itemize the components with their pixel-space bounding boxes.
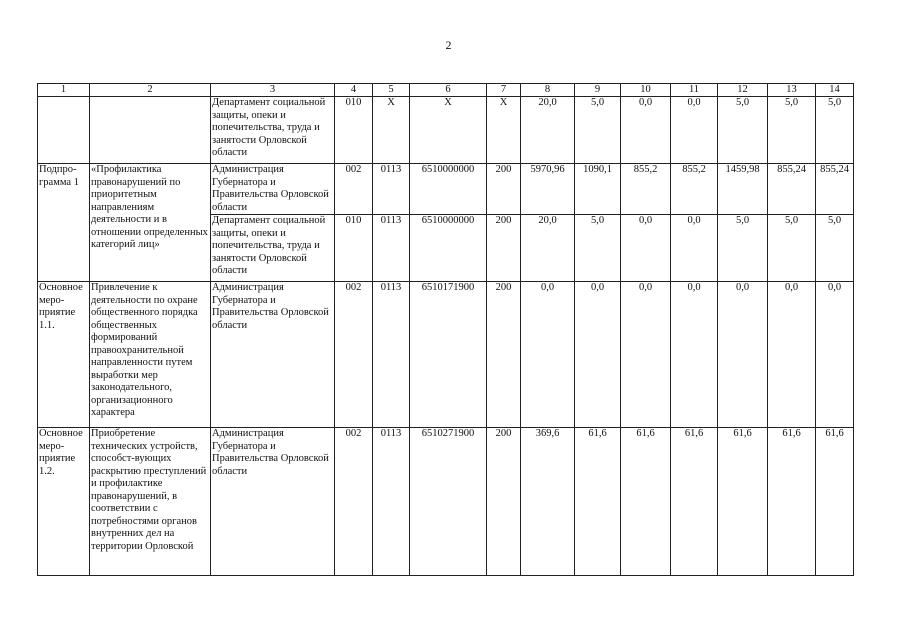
value-cell: 5,0 — [816, 215, 854, 282]
value-cell: 0,0 — [621, 97, 671, 164]
code-cell: 6510000000 — [410, 215, 487, 282]
value-cell: 20,0 — [521, 97, 575, 164]
value-cell: 5,0 — [768, 215, 816, 282]
value-cell: 61,6 — [621, 428, 671, 576]
value-cell: 5,0 — [575, 97, 621, 164]
row-label-cell — [38, 97, 90, 164]
page-number: 2 — [445, 38, 452, 52]
value-cell: 1459,98 — [718, 164, 768, 215]
value-cell: 855,2 — [621, 164, 671, 215]
value-cell: 0,0 — [671, 97, 718, 164]
column-header: 10 — [621, 84, 671, 97]
executor-cell: Администрация Губернатора и Правительства Орловской области — [211, 282, 335, 428]
code-cell: Х — [373, 97, 410, 164]
column-header: 5 — [373, 84, 410, 97]
column-header: 3 — [211, 84, 335, 97]
value-cell: 0,0 — [575, 282, 621, 428]
code-cell: Х — [410, 97, 487, 164]
row-label-cell: Подпро-грамма 1 — [38, 164, 90, 282]
value-cell: 5,0 — [768, 97, 816, 164]
column-header: 1 — [38, 84, 90, 97]
value-cell: 855,2 — [671, 164, 718, 215]
activity-name-cell: Приобретение технических устройств, способст-вующих раскрытию преступлений и профилактике правонарушений, в соответствии с потребностями органов внутренних дел на территории Орловской — [90, 428, 211, 576]
value-cell: 0,0 — [671, 215, 718, 282]
code-cell: 010 — [335, 215, 373, 282]
code-cell: 6510000000 — [410, 164, 487, 215]
activity-name-cell: «Профилактика правонарушений по приоритетным направлениям деятельности и в отношении определенных категорий лиц» — [90, 164, 211, 282]
value-cell: 5,0 — [718, 97, 768, 164]
code-cell: 6510171900 — [410, 282, 487, 428]
code-cell: 200 — [487, 164, 521, 215]
value-cell: 855,24 — [768, 164, 816, 215]
value-cell: 0,0 — [521, 282, 575, 428]
column-header: 9 — [575, 84, 621, 97]
code-cell: 0113 — [373, 215, 410, 282]
value-cell: 369,6 — [521, 428, 575, 576]
value-cell: 855,24 — [816, 164, 854, 215]
column-header: 13 — [768, 84, 816, 97]
value-cell: 61,6 — [671, 428, 718, 576]
value-cell: 5,0 — [816, 97, 854, 164]
value-cell: 0,0 — [621, 282, 671, 428]
value-cell: 0,0 — [718, 282, 768, 428]
budget-table — [37, 83, 854, 576]
table-header-row — [38, 84, 854, 97]
column-header: 2 — [90, 84, 211, 97]
table-row — [38, 97, 854, 164]
code-cell: 002 — [335, 282, 373, 428]
value-cell: 20,0 — [521, 215, 575, 282]
column-header: 4 — [335, 84, 373, 97]
code-cell: 200 — [487, 215, 521, 282]
activity-name-cell: Привлечение к деятельности по охране общественного порядка общественных формирований правоохранительной направленности путем выработки мер законодательного, организационного характера — [90, 282, 211, 428]
value-cell: 61,6 — [575, 428, 621, 576]
code-cell: 200 — [487, 428, 521, 576]
code-cell: 0113 — [373, 164, 410, 215]
table-row — [38, 282, 854, 428]
code-cell: 002 — [335, 428, 373, 576]
value-cell: 0,0 — [671, 282, 718, 428]
value-cell: 5,0 — [718, 215, 768, 282]
column-header: 8 — [521, 84, 575, 97]
executor-cell: Администрация Губернатора и Правительства Орловской области — [211, 428, 335, 576]
code-cell: 6510271900 — [410, 428, 487, 576]
code-cell: 002 — [335, 164, 373, 215]
value-cell: 61,6 — [816, 428, 854, 576]
code-cell: 0113 — [373, 282, 410, 428]
activity-name-cell — [90, 97, 211, 164]
value-cell: 61,6 — [768, 428, 816, 576]
executor-cell: Департамент социальной защиты, опеки и попечительства, труда и занятости Орловской области — [211, 97, 335, 164]
code-cell: Х — [487, 97, 521, 164]
value-cell: 61,6 — [718, 428, 768, 576]
value-cell: 5,0 — [575, 215, 621, 282]
code-cell: 200 — [487, 282, 521, 428]
column-header: 6 — [410, 84, 487, 97]
column-header: 7 — [487, 84, 521, 97]
table-row — [38, 164, 854, 215]
value-cell: 1090,1 — [575, 164, 621, 215]
value-cell: 0,0 — [768, 282, 816, 428]
value-cell: 5970,96 — [521, 164, 575, 215]
value-cell: 0,0 — [621, 215, 671, 282]
row-label-cell: Основное меро-приятие 1.2. — [38, 428, 90, 576]
code-cell: 010 — [335, 97, 373, 164]
row-label-cell: Основное меро-приятие 1.1. — [38, 282, 90, 428]
code-cell: 0113 — [373, 428, 410, 576]
executor-cell: Департамент социальной защиты, опеки и попечительства, труда и занятости Орловской области — [211, 215, 335, 282]
column-header: 11 — [671, 84, 718, 97]
column-header: 14 — [816, 84, 854, 97]
value-cell: 0,0 — [816, 282, 854, 428]
table-row — [38, 428, 854, 576]
column-header: 12 — [718, 84, 768, 97]
executor-cell: Администрация Губернатора и Правительства Орловской области — [211, 164, 335, 215]
